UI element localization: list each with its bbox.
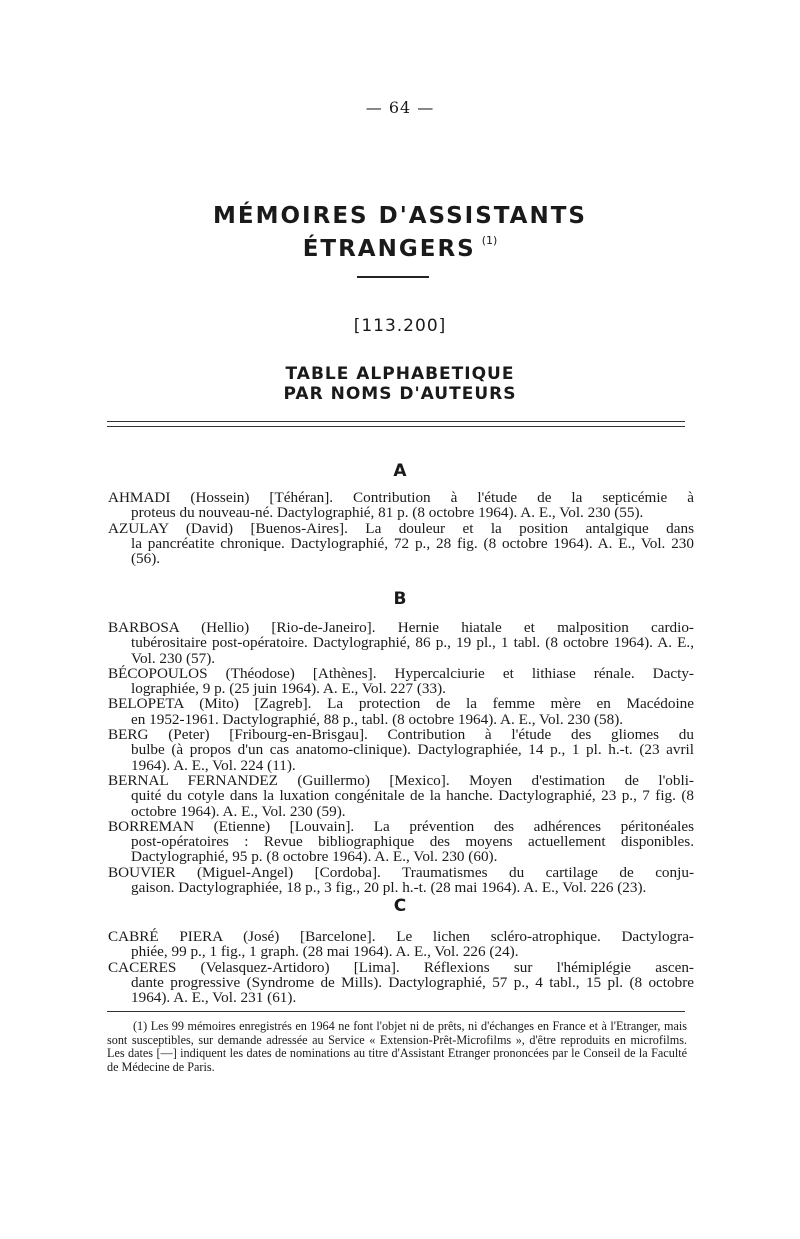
subtitle-line2: PAR NOMS D'AUTEURS: [283, 384, 517, 404]
section-letter-c: C: [393, 896, 407, 916]
page-title-line1: MÉMOIRES D'ASSISTANTS: [213, 203, 587, 229]
entry-continuation: quité du cotyle dans la luxation congénitale de la hanche. Dactylographié, 23 p., 7 fig. (8 octobre 1964). A. E., Vol. 230 (59).: [131, 787, 694, 820]
section-a-entries: [108, 490, 694, 566]
title-divider: [357, 276, 429, 278]
entry-continuation: la pancréatite chronique. Dactylographié, 72 p., 28 fig. (8 octobre 1964). A. E., Vol. 230 (56).: [131, 534, 694, 568]
section-b-entries: [108, 620, 694, 895]
entry-first-line: BERG (Peter) [Fribourg-en-Brisgau]. Contribution à l'étude des gliomes du: [108, 726, 694, 744]
entry-continuation: en 1952-1961. Dactylographié, 88 p., tabl. (8 octobre 1964). A. E., Vol. 230 (58).: [131, 710, 624, 728]
entry-first-line: CACERES (Velasquez-Artidoro) [Lima]. Réflexions sur l'hémiplégie ascen-: [108, 958, 694, 976]
entry-azulay: [108, 521, 694, 567]
entry-belopeta: [108, 696, 694, 727]
entry-continuation: post-opératoires : Revue bibliographique des moyens actuellement disponibles. Dactylographié, 95 p. (8 octobre 1964). A. E., Vol. 230 (60).: [131, 833, 694, 866]
entry-barbosa: [108, 620, 694, 666]
entry-continuation: bulbe (à propos d'un cas anatomo-clinique). Dactylographiée, 14 p., 1 pl. h.-t. (23 avril 1964). A. E., Vol. 224 (11).: [131, 741, 694, 774]
title-footnote-marker: (1): [481, 234, 498, 247]
entry-borreman: [108, 819, 694, 865]
entry-first-line: BORREMAN (Etienne) [Louvain]. La prévention des adhérences péritonéales: [108, 817, 694, 835]
entry-cabre-piera: [108, 929, 694, 960]
entry-first-line: AZULAY (David) [Buenos-Aires]. La douleur et la position antalgique dans: [108, 519, 694, 537]
entry-first-line: AHMADI (Hossein) [Téhéran]. Contribution à l'étude de la septicémie à: [108, 489, 694, 506]
entry-first-line: BERNAL FERNANDEZ (Guillermo) [Mexico]. Moyen d'estimation de l'obli-: [108, 771, 694, 789]
entry-first-line: BARBOSA (Hellio) [Rio-de-Janeiro]. Hernie hiatale et malposition cardio-: [108, 619, 694, 636]
section-c-entries: [108, 929, 694, 1005]
entry-first-line: BOUVIER (Miguel-Angel) [Cordoba]. Traumatismes du cartilage de conju-: [108, 863, 694, 881]
entry-continuation: tubérositaire post-opératoire. Dactylographié, 86 p., 19 pl., 1 tabl. (8 octobre 1964). A. E., Vol. 230 (57).: [131, 634, 694, 667]
entry-first-line: BELOPETA (Mito) [Zagreb]. La protection de la femme mère en Macédoine: [108, 695, 694, 713]
section-divider: [107, 421, 685, 427]
classification-code: [113.200]: [353, 316, 447, 336]
entry-continuation: dante progressive (Syndrome de Mills). Dactylographié, 57 p., 4 tabl., 15 pl. (8 octobre 1964). A. E., Vol. 231 (61).: [131, 973, 694, 1007]
entry-bernal-fernandez: [108, 773, 694, 819]
entry-first-line: CABRÉ PIERA (José) [Barcelone]. Le lichen scléro-atrophique. Dactylogra-: [108, 928, 694, 945]
footnote: (1) Les 99 mémoires enregistrés en 1964 ne font l'objet ni de prêts, ni d'échanges en France et à l'Etranger, mais sont susceptibles, sur demande adressée au Service « Extension-Prêt-Microfilms », d'être reproduits en microfilms. Les dates [—] indiquent les dates de nominations au titre d'Assistant Etranger prononcées par le Conseil de la Faculté de Médecine de Paris.: [107, 1019, 687, 1074]
page-title-line2-text: ÉTRANGERS: [302, 236, 476, 262]
entry-caceres: [108, 960, 694, 1006]
entry-continuation: gaison. Dactylographiée, 18 p., 3 fig., 20 pl. h.-t. (28 mai 1964). A. E., Vol. 226 (23).: [131, 879, 647, 897]
section-letter-b: B: [393, 589, 407, 609]
entry-becopoulos: [108, 666, 694, 697]
page-number: — 64 —: [365, 98, 435, 117]
entry-ahmadi: [108, 490, 694, 521]
entry-bouvier: [108, 865, 694, 896]
entry-continuation: proteus du nouveau-né. Dactylographié, 81 p. (8 octobre 1964). A. E., Vol. 230 (55).: [131, 504, 644, 522]
entry-first-line: BÉCOPOULOS (Théodose) [Athènes]. Hypercalciurie et lithiase rénale. Dacty-: [108, 664, 694, 682]
page-title-line2: [0, 234, 800, 262]
entry-continuation: lographiée, 9 p. (25 juin 1964). A. E., Vol. 227 (33).: [131, 680, 446, 698]
entry-berg: [108, 727, 694, 773]
section-letter-a: A: [393, 461, 407, 481]
footnote-divider: [107, 1011, 685, 1012]
subtitle-line1: TABLE ALPHABETIQUE: [285, 364, 515, 384]
entry-continuation: phiée, 99 p., 1 fig., 1 graph. (28 mai 1964). A. E., Vol. 226 (24).: [131, 943, 519, 961]
